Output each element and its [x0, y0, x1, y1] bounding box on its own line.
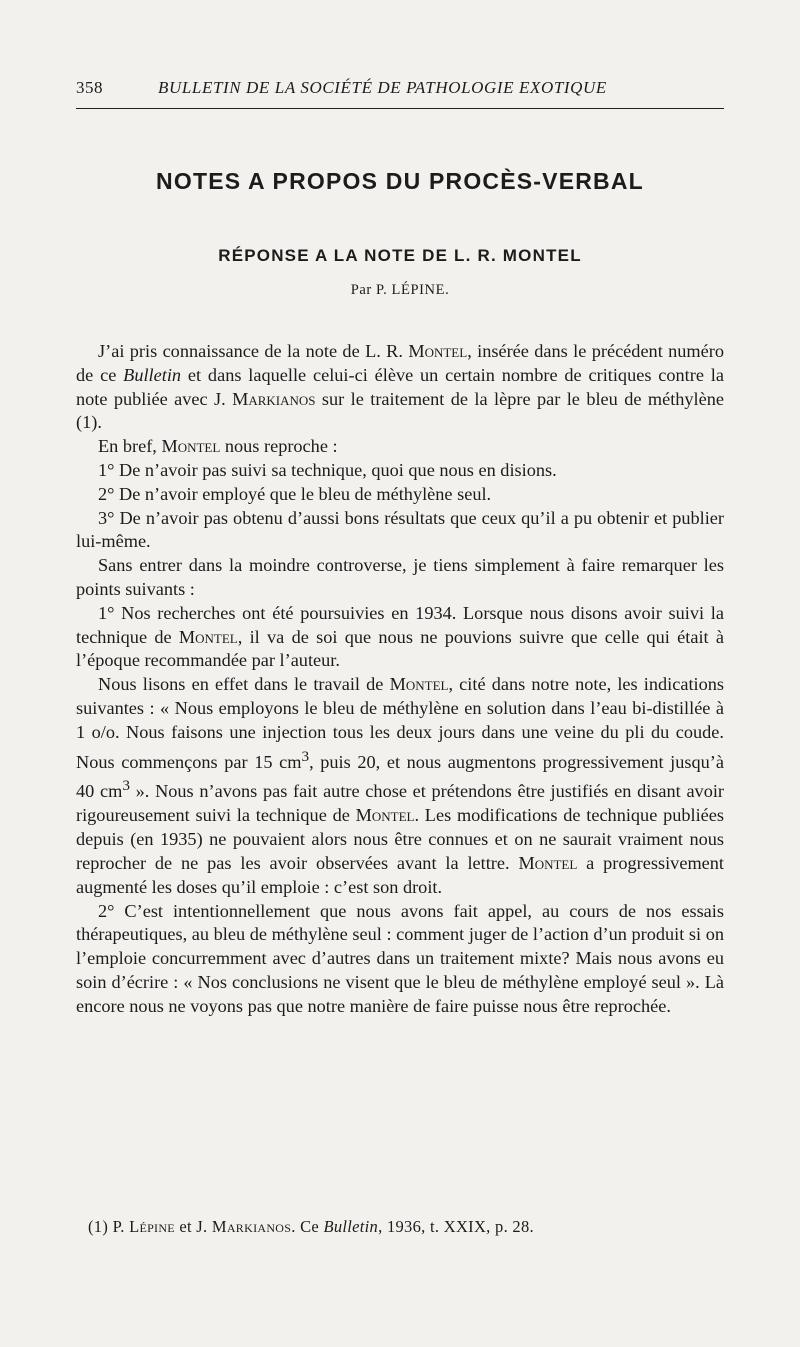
author-name: Montel	[178, 626, 238, 647]
section-title: NOTES A PROPOS DU PROCÈS-VERBAL	[156, 168, 644, 194]
author-name: Montel	[161, 436, 221, 457]
author-name: Markianos	[232, 388, 316, 409]
article-title: RÉPONSE A LA NOTE DE L. R. MONTEL	[218, 246, 582, 265]
paragraph: 2° De n’avoir employé que le bleu de méthylène seul.	[98, 483, 492, 504]
paragraph: 1° De n’avoir pas suivi sa technique, quoi que nous en disions.	[98, 459, 557, 480]
paragraph: Nous lisons en effet dans le travail de Montel, cité dans notre note, les indications suivantes : « Nous employons le bleu de méthylène en solution dans l’eau bi-distillée à 1 o/o. Nous faisons une injection tous les deux jours dans une veine du pli du coude. Nous commençons par 15 $cm^3$, puis 20, et nous augmentons progressivement jusqu’à 40 $cm^3$ ». Nous n’avons pas fait autre chose et prétendons être justifiés en disant avoir rigoureusement suivi la technique de Montel. Les modifications de technique publiées depuis (en 1935) ne pouvaient alors nous être connues et on ne saurait vraiment nous reprocher de ne pas les avoir observées avant la lettre. Montel a progressivement augmenté les doses qu’il emploie : c’est son droit.	[76, 674, 725, 897]
superscript: 3	[301, 747, 310, 765]
paragraph: Sans entrer dans la moindre controverse, je tiens simplement à faire remarquer les points suivants :	[76, 555, 724, 599]
author-name: Montel	[518, 852, 578, 873]
footnote: (1) P. Lépine et J. Markianos. Ce Bulletin, 1936, t. XXIX, p. 28.	[88, 1217, 534, 1236]
journal-ref: Bulletin	[123, 364, 182, 385]
author-name: Markianos	[211, 1217, 292, 1236]
paragraph: 3° De n’avoir pas obtenu d’aussi bons résultats que ceux qu’il a pu obtenir et publier lui-même.	[76, 507, 724, 552]
paragraph: 1° Nos recherches ont été poursuivies en 1934. Lorsque nous disons avoir suivi la technique de Montel, il va de soi que nous ne pouvions suivre que celle qui était à l’époque recommandée par l’auteur.	[76, 602, 724, 671]
author-name: Montel	[389, 674, 449, 695]
journal-title: BULLETIN DE LA SOCIÉTÉ DE PATHOLOGIE EXOTIQUE	[158, 78, 607, 97]
paragraph: 2° C’est intentionnellement que nous avons fait appel, au cours de nos essais thérapeutiques, au bleu de méthylène seul : comment juger de l’action d’un produit si on l’emploie concurremment avec d’autres dans un traitement mixte? Mais nous avons eu soin d’écrire : « Nos conclusions ne visent que le bleu de méthylène employé seul ». Là encore nous ne voyons pas que notre manière de faire puisse nous être reprochée.	[76, 900, 724, 1016]
article-author: Par P. LÉPINE.	[350, 282, 450, 298]
paragraph: J’ai pris connaissance de la note de L. R. Montel, insérée dans le précédent numéro de ce Bulletin et dans laquelle celui-ci élève un certain nombre de critiques contre la note publiée avec J. Markianos sur le traitement de la lèpre par le bleu de méthylène (1).	[76, 341, 725, 433]
journal-ref: Bulletin	[323, 1217, 379, 1236]
superscript: 3	[122, 777, 130, 795]
author-name: Lépine	[129, 1217, 175, 1236]
header-rule	[76, 108, 724, 109]
page-number: 358	[76, 78, 103, 97]
running-header	[76, 74, 726, 106]
paragraph: En bref, Montel nous reproche :	[98, 436, 338, 457]
author-name: Montel	[355, 805, 415, 826]
author-name: Montel	[408, 341, 468, 361]
article-body	[76, 340, 724, 1019]
